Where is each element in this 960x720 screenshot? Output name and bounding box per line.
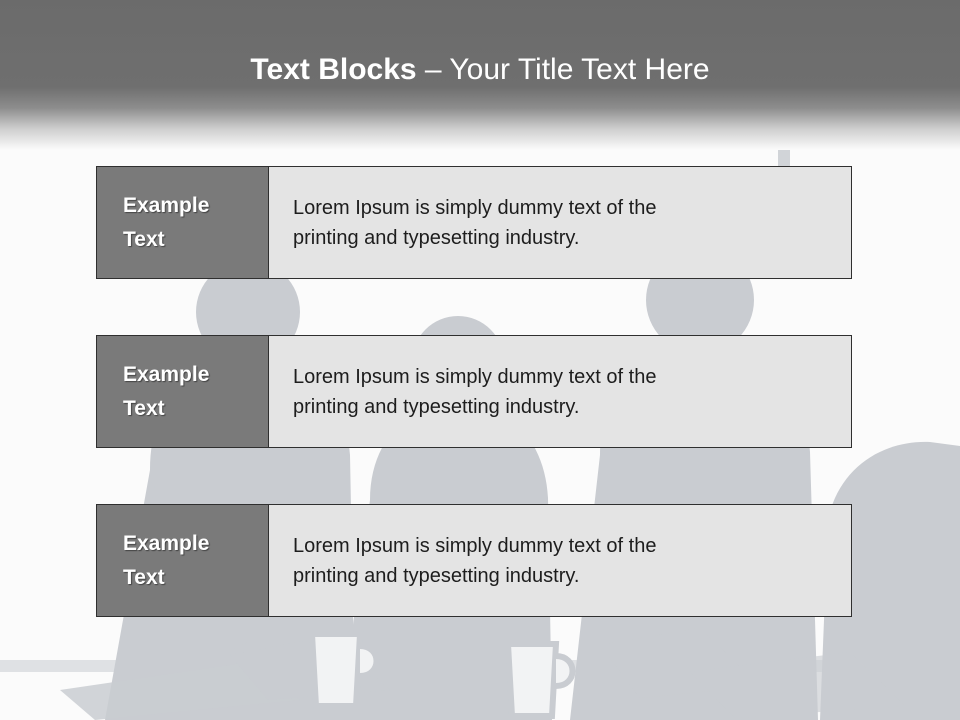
page-title-separator: –	[416, 53, 450, 86]
text-block-body-line2: printing and typesetting industry.	[293, 226, 580, 249]
text-block-label-line1: Example	[123, 362, 210, 386]
page-title-bold: Text Blocks	[250, 53, 417, 86]
text-block-body-line2: printing and typesetting industry.	[293, 564, 580, 587]
text-block-label-line2: Text	[123, 565, 165, 589]
text-block-label[interactable]	[97, 167, 269, 278]
text-blocks-list	[96, 166, 852, 617]
text-block-label-line1: Example	[123, 193, 210, 217]
text-block-body-line1: Lorem Ipsum is simply dummy text of the	[293, 534, 657, 557]
text-block[interactable]	[96, 166, 852, 279]
text-block-label[interactable]	[97, 336, 269, 447]
text-block-label-line1: Example	[123, 531, 210, 555]
text-block-body[interactable]	[269, 505, 851, 616]
text-block-body-line2: printing and typesetting industry.	[293, 395, 580, 418]
page-title	[0, 52, 960, 88]
text-block-body[interactable]	[269, 167, 851, 278]
page-title-light: Your Title Text Here	[449, 53, 710, 86]
text-block[interactable]	[96, 335, 852, 448]
text-block-body[interactable]	[269, 336, 851, 447]
text-block-body-line1: Lorem Ipsum is simply dummy text of the	[293, 196, 657, 219]
text-block-label[interactable]	[97, 505, 269, 616]
text-block-body-line1: Lorem Ipsum is simply dummy text of the	[293, 365, 657, 388]
text-block-label-line2: Text	[123, 396, 165, 420]
text-block-label-line2: Text	[123, 227, 165, 251]
text-block[interactable]	[96, 504, 852, 617]
